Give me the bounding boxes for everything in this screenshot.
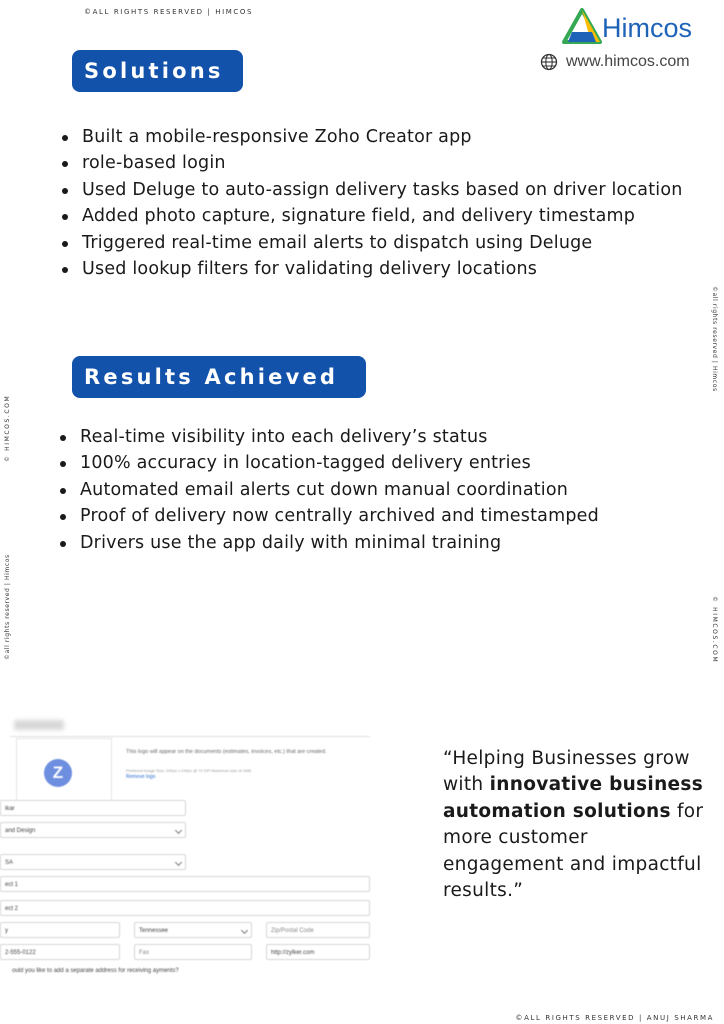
quote-close: for more customer engagement and impactful results.” <box>443 800 704 902</box>
list-item: Built a mobile-responsive Zoho Creator app <box>82 124 722 150</box>
state-value: Tennessee <box>139 928 169 934</box>
list-item: role-based login <box>82 150 722 176</box>
list-item: 100% accuracy in location-tagged delivery entries <box>80 450 640 476</box>
bottom-copyright: ©ALL RIGHTS RESERVED | ANUJ SHARMA <box>515 1014 714 1022</box>
logo-size-note: Preferred Image Size: 240px x 240px @ 72 DPI Maximum size of 1MB. <box>126 768 253 773</box>
chevron-down-icon <box>175 859 182 866</box>
website-field[interactable]: http://zylker.com <box>266 944 370 960</box>
top-copyright: ©ALL RIGHTS RESERVED | HIMCOS <box>84 8 254 16</box>
chevron-down-icon <box>175 827 182 834</box>
solutions-list <box>58 124 722 282</box>
himcos-logo <box>562 8 722 48</box>
list-item: Proof of delivery now centrally archived and timestamped <box>80 503 640 529</box>
industry-value: and Design <box>5 828 36 834</box>
fax-field[interactable]: Fax <box>134 944 252 960</box>
country-select[interactable] <box>0 854 186 870</box>
separate-address-question: ould you like to add a separate address for receiving ayments? <box>12 968 179 974</box>
side-watermark-left-upper: © HIMCOS.COM <box>4 394 11 462</box>
address-line-1-field[interactable]: ect 1 <box>0 876 370 892</box>
zoho-logo-icon: Z <box>44 759 72 787</box>
list-item: Drivers use the app daily with minimal training <box>80 530 640 556</box>
list-item: Used lookup filters for validating delivery locations <box>82 256 722 282</box>
logo-note: This logo will appear on the documents (estimates, invoices, etc.) that are created. <box>126 749 327 755</box>
logo-upload-box[interactable] <box>16 738 112 806</box>
website-link[interactable] <box>540 52 690 72</box>
quote-bold: innovative business automation solutions <box>443 774 704 822</box>
city-field[interactable]: y <box>0 922 120 938</box>
country-value: SA <box>5 860 14 866</box>
side-watermark-right-upper: ©all rights reserved | Himcos <box>711 286 718 392</box>
organization-name-field[interactable]: ikar <box>0 800 186 816</box>
quote-open: “Helping Businesses grow with <box>443 748 690 796</box>
list-item: Real-time visibility into each delivery’s status <box>80 424 640 450</box>
results-list <box>56 424 640 556</box>
divider <box>10 736 370 737</box>
industry-select[interactable] <box>0 822 186 838</box>
himcos-triangle-icon <box>562 8 602 46</box>
globe-icon <box>540 53 558 71</box>
side-watermark-left-lower: ©all rights reserved | Himcos <box>4 554 11 660</box>
side-watermark-right-lower: © HIMCOS.COM <box>711 596 718 664</box>
list-item: Added photo capture, signature field, and delivery timestamp <box>82 203 722 229</box>
blurred-title <box>14 720 64 730</box>
state-select[interactable] <box>134 922 252 938</box>
phone-field[interactable]: 2-555-0122 <box>0 944 120 960</box>
list-item: Triggered real-time email alerts to dispatch using Deluge <box>82 230 722 256</box>
solutions-heading: Solutions <box>72 50 243 92</box>
website-text: www.himcos.com <box>566 53 690 70</box>
logo-wordmark: Himcos <box>602 13 693 43</box>
zip-field[interactable]: Zip/Postal Code <box>266 922 370 938</box>
app-form-screenshot <box>0 712 370 992</box>
results-heading: Results Achieved <box>72 356 366 398</box>
quote-block <box>443 746 713 904</box>
address-line-2-field[interactable]: ect 2 <box>0 900 370 916</box>
remove-logo-link[interactable]: Remove logo <box>126 774 156 780</box>
list-item: Used Deluge to auto-assign delivery tasks based on driver location <box>82 177 722 203</box>
list-item: Automated email alerts cut down manual coordination <box>80 477 640 503</box>
chevron-down-icon <box>241 927 248 934</box>
